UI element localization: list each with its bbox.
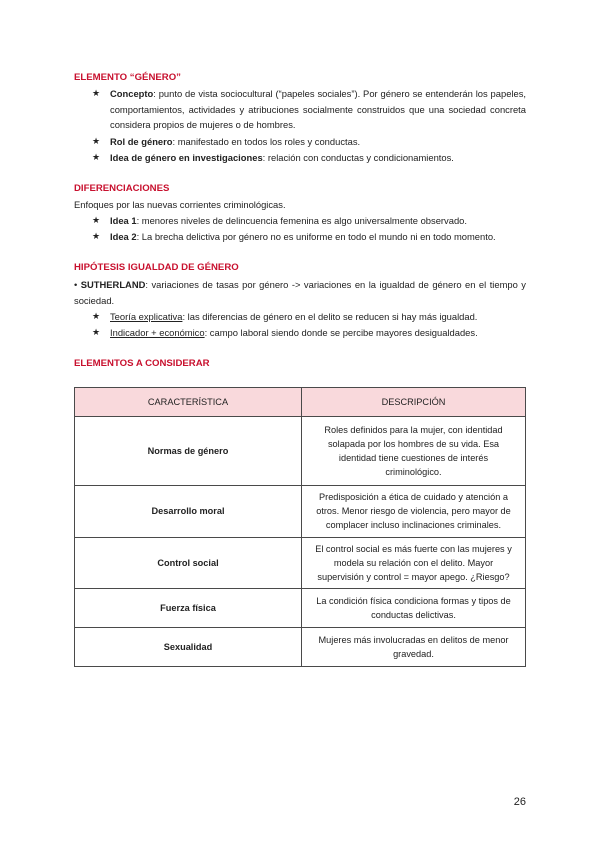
item-label: Indicador + económico <box>110 327 205 338</box>
table-row <box>75 486 526 538</box>
item-label: Rol de género <box>110 136 173 147</box>
list-item <box>92 229 526 245</box>
star-bullet-icon: ★ <box>92 311 101 321</box>
column-header: DESCRIPCIÓN <box>302 388 526 417</box>
table-row <box>75 628 526 667</box>
table-row <box>75 537 526 589</box>
item-text: : campo laboral siendo donde se percibe mayores desigualdades. <box>204 327 478 338</box>
heading-elemento-genero: ELEMENTO “GÉNERO” <box>74 72 181 83</box>
page-number: 26 <box>513 796 526 808</box>
list-item <box>92 213 526 229</box>
cell-characteristic: Desarrollo moral <box>75 486 302 538</box>
list-item <box>92 134 526 150</box>
cell-characteristic: Normas de género <box>75 417 302 486</box>
intro-text: Enfoques por las nuevas corrientes criminológicas. <box>74 199 286 210</box>
heading-diferenciaciones: DIFERENCIACIONES <box>74 183 170 194</box>
list-item <box>92 150 526 166</box>
table-row <box>75 589 526 628</box>
star-bullet-icon: ★ <box>92 327 101 337</box>
cell-description: El control social es más fuerte con las mujeres y modela su relación con el delito. Mayor supervisión y control = mayor apego. ¿Riesgo? <box>302 537 526 589</box>
star-bullet-icon: ★ <box>92 136 101 146</box>
table-header-row <box>75 388 526 417</box>
sutherland-paragraph <box>74 277 526 308</box>
cell-description: La condición física condiciona formas y tipos de conductas delictivas. <box>302 589 526 628</box>
cell-characteristic: Fuerza física <box>75 589 302 628</box>
item-label: Concepto <box>110 88 154 99</box>
elements-table <box>74 387 526 667</box>
item-text: : las diferencias de género en el delito se reducen si hay más igualdad. <box>182 311 478 322</box>
column-header: CARACTERÍSTICA <box>75 388 302 417</box>
item-label: Idea 2 <box>110 231 137 242</box>
star-bullet-icon: ★ <box>92 88 101 98</box>
heading-hipotesis: HIPÓTESIS IGUALDAD DE GÉNERO <box>74 262 239 273</box>
item-text: : punto de vista sociocultural (“papeles sociales”). Por género se entenderán los papeles, comportamientos, actividades y atribuciones socialmente construidos que una sociedad concreta considera propios de mujeres o de hombres. <box>110 88 526 131</box>
cell-description: Roles definidos para la mujer, con identidad solapada por los hombres de su vida. Esa identidad tiene cuestiones de interés criminológico. <box>302 417 526 486</box>
list-item <box>92 86 526 133</box>
star-bullet-icon: ★ <box>92 231 101 241</box>
item-label: Idea 1 <box>110 215 137 226</box>
item-text: : menores niveles de delincuencia femenina es algo universalmente observado. <box>136 215 467 226</box>
table-row <box>75 417 526 486</box>
item-text: : variaciones de tasas por género -> variaciones en la igualdad de género en el tiempo y sociedad. <box>74 279 526 306</box>
dot-bullet-icon: • <box>74 279 78 290</box>
item-text: : relación con conductas y condicionamientos. <box>262 152 454 163</box>
cell-description: Predisposición a ética de cuidado y atención a otros. Menor riesgo de violencia, pero mayor de complacer incluso inclinaciones criminales. <box>302 486 526 538</box>
item-label: Teoría explicativa <box>110 311 183 322</box>
list-item <box>92 325 526 341</box>
list-item <box>92 309 526 325</box>
item-label: Idea de género en investigaciones <box>110 152 263 163</box>
item-text: : La brecha delictiva por género no es uniforme en todo el mundo ni en todo momento. <box>136 231 496 242</box>
star-bullet-icon: ★ <box>92 215 101 225</box>
heading-elementos: ELEMENTOS A CONSIDERAR <box>74 358 210 369</box>
item-text: : manifestado en todos los roles y conductas. <box>172 136 361 147</box>
cell-description: Mujeres más involucradas en delitos de menor gravedad. <box>302 628 526 667</box>
star-bullet-icon: ★ <box>92 152 101 162</box>
item-label: SUTHERLAND <box>80 279 146 290</box>
cell-characteristic: Sexualidad <box>75 628 302 667</box>
cell-characteristic: Control social <box>75 537 302 589</box>
